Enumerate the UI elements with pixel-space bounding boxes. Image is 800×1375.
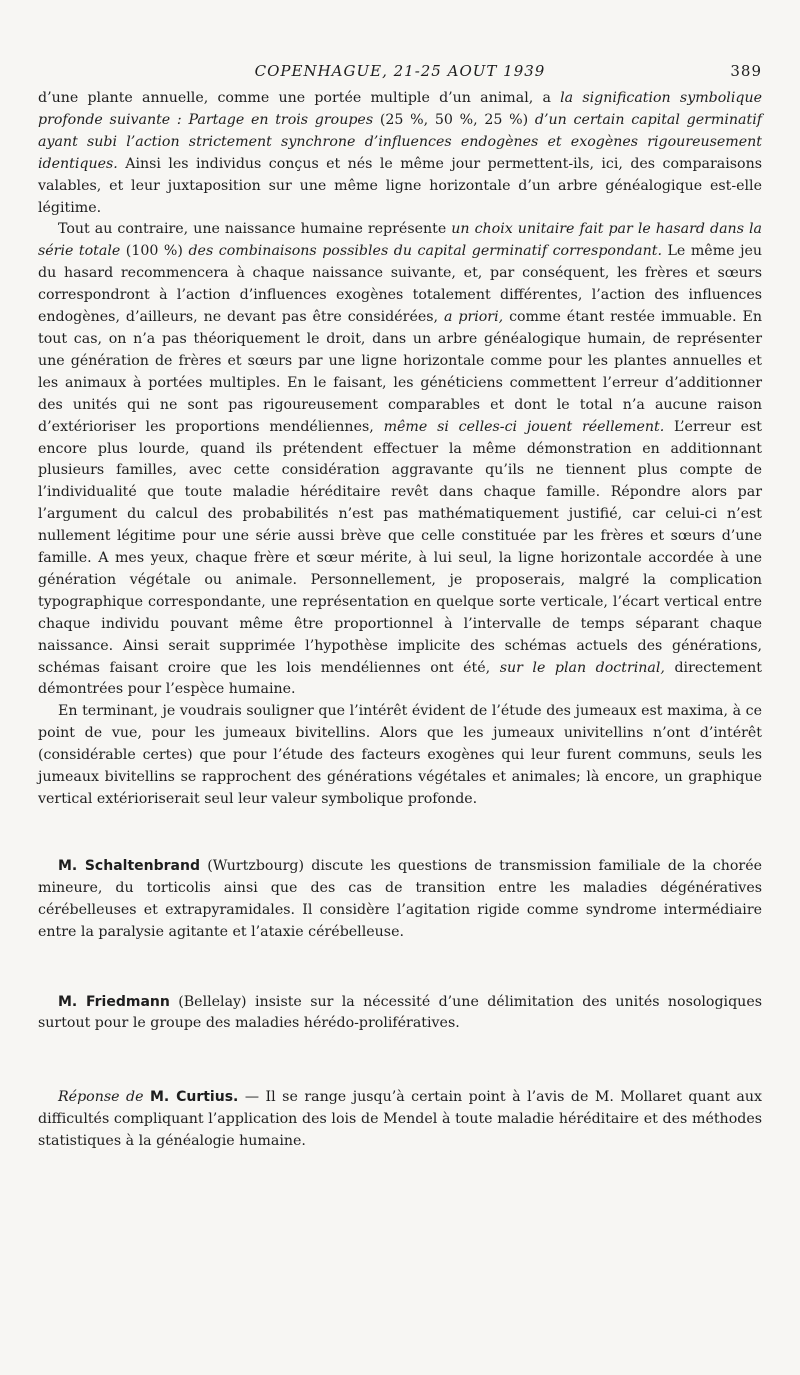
text-run: Le même jeu du hasard recommencera à chaque naissance suivante, et, par conséquent, les frères et sœurs correspondront à l’action d’influences exogènes totalement différentes, l’action des influences endogènes, d’ailleurs, ne devant pas être considérées, [38, 243, 763, 326]
section-gap [38, 811, 762, 856]
paragraph-schaltenbrand [38, 856, 762, 944]
text-run: (Wurtzbourg) discute les questions de transmission familiale de la chorée mineure, du torticolis ainsi que des cas de transition entre les maladies dégénératives cérébelleuses et extrapyramidales. Il considère l’agitation rigide comme syndrome intermédiaire entre la paralysie agitante et l’ataxie cérébelleuse. [38, 857, 763, 940]
text-run: comme étant restée immuable. En tout cas, on n’a pas théoriquement le droit, dans un arbre généalogique humain, de représenter une génération de frères et sœurs par une ligne horizontale comme pour les plantes annuelles et les animaux à portées multiples. En le faisant, les généticiens commettent l’erreur d’additionner des unités qui ne sont pas rigoureusement comparables et dont le total n’a aucune raison d’extérioriser les proportions mendéliennes, [38, 309, 762, 435]
italic-run: un choix unitaire fait par le hasard dans la série totale [38, 221, 763, 260]
paragraph-curtius [38, 1087, 762, 1153]
section-gap [38, 944, 762, 992]
paragraph-human-birth [38, 219, 762, 701]
speaker-name: M. Friedmann [58, 993, 170, 1010]
running-title: COPENHAGUE, 21-25 AOUT 1939 [254, 62, 546, 80]
text-run: (Bellelay) insiste sur la nécessité d’une délimitation des unités nosologiques surtout pour le groupe des maladies hérédo-prolifératives. [38, 993, 762, 1032]
italic-run: d’un certain capital germinatif ayant subi l’action strictement synchrone d’influences endogènes et exogènes rigoureusement identiques. [38, 111, 762, 172]
text-run: (100 %) [125, 243, 189, 260]
text-run: Tout au contraire, une naissance humaine représente [58, 221, 452, 238]
italic-run: des combinaisons possibles du capital germinatif correspondant. [188, 243, 662, 260]
document-page [38, 62, 762, 1153]
italic-run: même si celles-ci jouent réellement. [383, 418, 665, 435]
running-header [38, 62, 762, 88]
body-text [38, 88, 762, 1153]
page-number: 389 [730, 62, 762, 80]
speaker-name: M. Curtius. [149, 1089, 239, 1106]
section-gap [38, 1035, 762, 1087]
italic-run: a priori, [443, 309, 504, 326]
paragraph-plants [38, 88, 762, 219]
text-run: (25 %, 50 %, 25 %) [379, 111, 535, 128]
paragraph-twins [38, 701, 762, 811]
text-run: En terminant, je voudrais souligner que l’intérêt évident de l’étude des jumeaux est maxima, à ce point de vue, pour les jumeaux bivitellins. Alors que les jumeaux univitellins n’ont d’intérêt (considérable certes) que pour l’étude des facteurs exogènes qui leur furent communs, seuls les jumeaux bivitellins se rapprochent des générations végétales et animales; là encore, un graphique vertical extérioriserait seul leur valeur symbolique profonde. [38, 703, 762, 807]
italic-run: la signification symbolique profonde suivante : Partage en trois groupes [38, 90, 762, 128]
paragraph-friedmann [38, 992, 762, 1036]
text-run: directement démontrées pour l’espèce humaine. [38, 659, 762, 698]
speaker-name: M. Schaltenbrand [58, 857, 200, 874]
text-run: d’une plante annuelle, comme une portée multiple d’un animal, a [38, 90, 561, 106]
text-run: L’erreur est encore plus lourde, quand ils prétendent effectuer la même démonstration en additionnant plusieurs familles, avec cette considération aggravante qu’ils ne tiennent plus compte de l’individualité que toute maladie héréditaire revêt dans chaque famille. Répondre alors par l’argument du calcul des probabilités n’est pas mathématiquement justifié, car celui-ci n’est nullement légitime pour une série aussi brève que celle constituée par les frères et sœurs d’une famille. A mes yeux, chaque frère et sœur mérite, à lui seul, la ligne horizontale accordée à une génération végétale ou animale. Personnellement, je proposerais, malgré la complication typographique correspondante, une représentation en quelque sorte verticale, l’écart vertical entre chaque individu pouvant même être proportionnel à l’intervalle de temps séparant chaque naissance. Ainsi serait supprimée l’hypothèse implicite des schémas actuels des générations, schémas faisant croire que les lois mendéliennes ont été, [38, 418, 763, 676]
text-run: Ainsi les individus conçus et nés le même jour permettent-ils, ici, des comparaisons valables, et leur juxtaposition sur une même ligne horizontale d’un arbre généalogique est-elle légitime. [38, 155, 762, 216]
italic-run: sur le plan doctrinal, [499, 659, 665, 676]
italic-run: Réponse de [58, 1089, 150, 1106]
text-run: — Il se range jusqu’à certain point à l’avis de M. Mollaret quant aux difficultés compliquant l’application des lois de Mendel à toute maladie héréditaire et des méthodes statistiques à la généalogie humaine. [38, 1089, 762, 1150]
